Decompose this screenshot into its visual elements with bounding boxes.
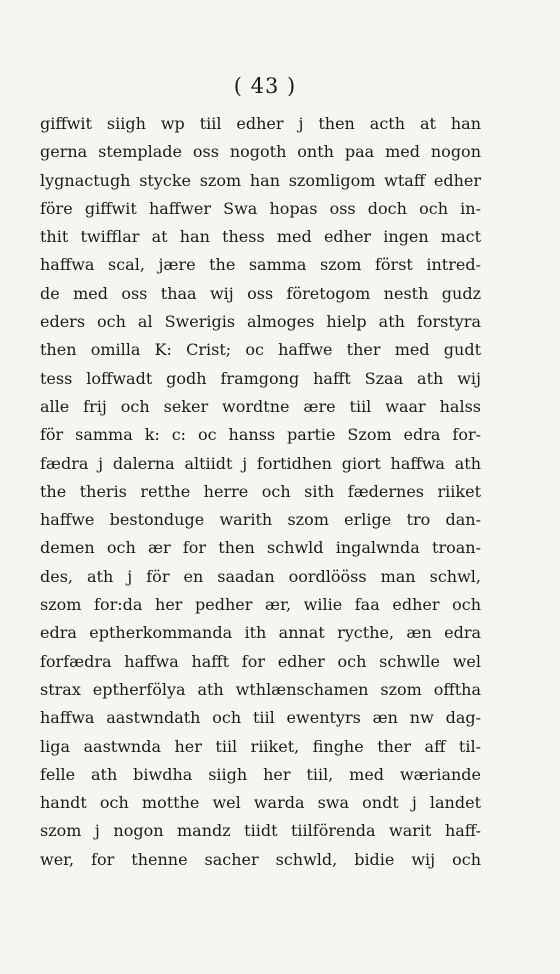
text-line: alle frij och seker wordtne ære tiil waar halss (40, 396, 481, 416)
text-line: the theris retthe herre och sith fædernes riiket (40, 481, 481, 501)
text-line: eders och al Swerigis almoges hielp ath forstyra (40, 312, 481, 332)
text-line: haffwa scal, jære the samma szom först intred- (40, 255, 481, 275)
body-text (40, 110, 481, 874)
text-line: demen och ær for then schwld ingalwnda troan- (40, 538, 481, 558)
text-line: strax eptherfölya ath wthlænschamen szom offtha (40, 679, 481, 699)
text-line: liga aastwnda her tiil riiket, finghe ther aff til- (40, 736, 481, 756)
text-line: giffwit siigh wp tiil edher j then acth at han (40, 114, 481, 133)
text-line: forfædra haffwa hafft for edher och schwlle wel (40, 651, 481, 671)
text-line: haffwe bestonduge warith szom erlige tro dan- (40, 510, 481, 530)
text-line: tess loffwadt godh framgong hafft Szaa ath wij (40, 368, 481, 388)
text-line: wer, for thenne sacher schwld, bidie wij och (40, 849, 481, 869)
text-line: gerna stemplade oss nogoth onth paa med nogon (40, 142, 481, 162)
text-line: edra eptherkommanda ith annat rycthe, æn edra (40, 623, 481, 643)
text-line: thit twifflar at han thess med edher ingen mact (40, 227, 481, 247)
text-line: för samma k: c: oc hanss partie Szom edra for- (40, 425, 481, 445)
text-line: handt och motthe wel warda swa ondt j landet (40, 793, 481, 813)
text-line: före giffwit haffwer Swa hopas oss doch och in- (40, 198, 481, 218)
text-line: fædra j dalerna altiidt j fortidhen giort haffwa ath (40, 453, 481, 473)
text-line: then omilla K: Crist; oc haffwe ther med gudt (40, 340, 481, 360)
page-number: ( 43 ) (233, 74, 297, 98)
text-line: des, ath j för en saadan oordlööss man schwl, (40, 566, 481, 586)
text-line: szom for:da her pedher ær, wilie faa edher och (40, 595, 481, 615)
text-line: de med oss thaa wij oss företogom nesth gudz (40, 283, 481, 303)
text-line: haffwa aastwndath och tiil ewentyrs æn nw dag- (40, 708, 481, 728)
text-line: szom j nogon mandz tiidt tiilförenda warit haff- (40, 821, 481, 841)
text-line: lygnactugh stycke szom han szomligom wtaff edher (40, 170, 481, 190)
text-line: felle ath biwdha siigh her tiil, med wæriande (40, 764, 481, 784)
